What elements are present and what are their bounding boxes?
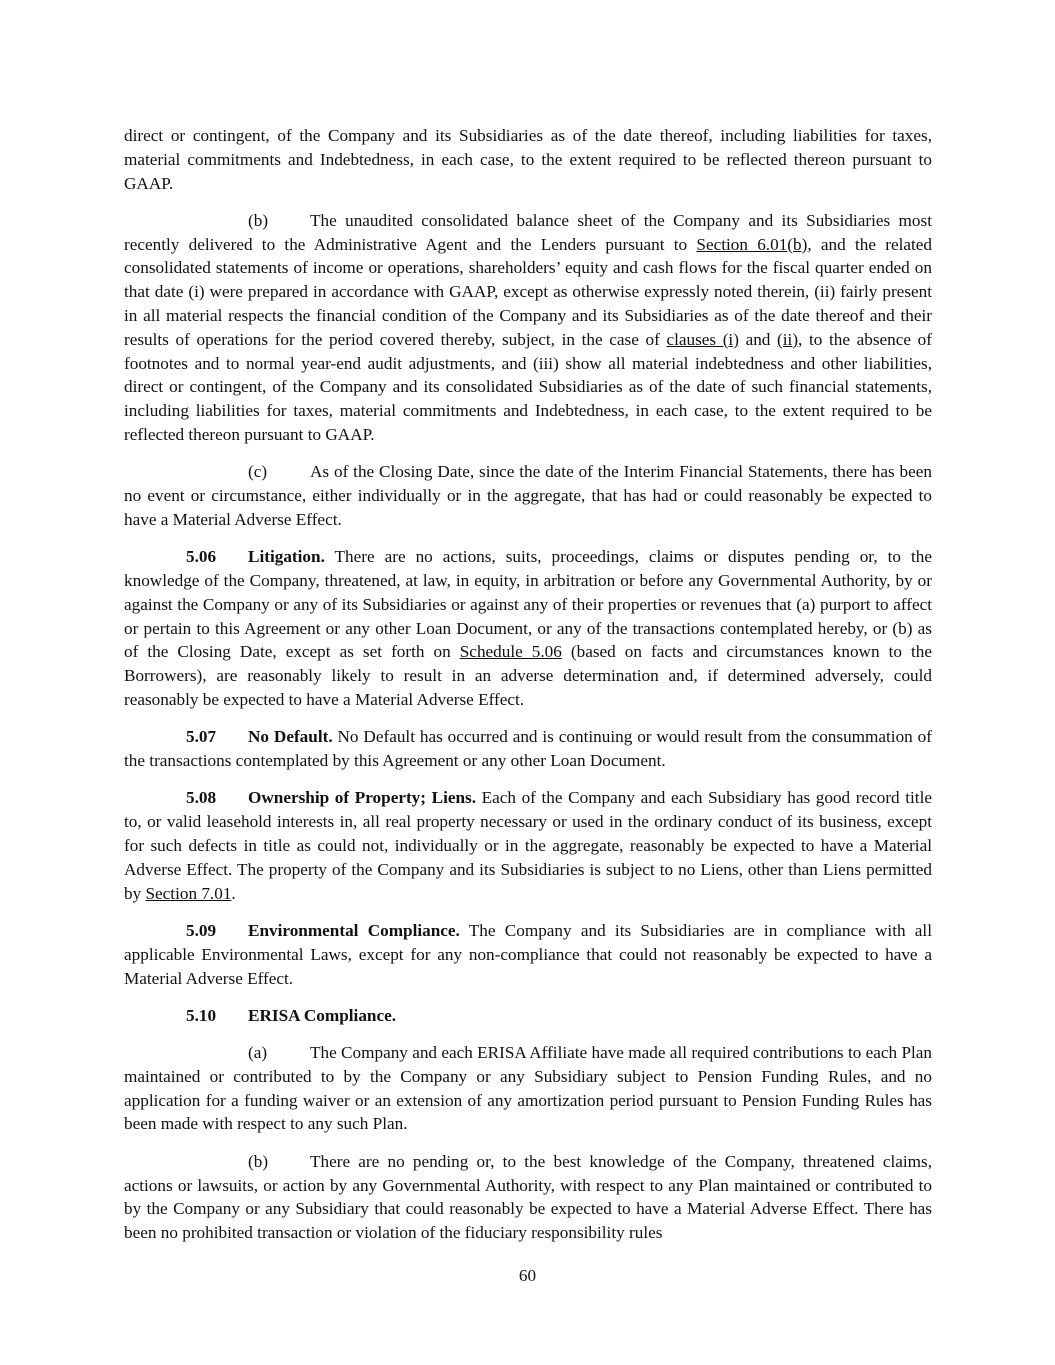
section-5-10-heading <box>124 1004 932 1028</box>
paragraph-text: (based on facts and circumstances known to the Borrowers), are reasonably likely to result in an adverse determination and, if determined adversely, could reasonably be expected to have a Material Adverse Effect. <box>124 642 932 710</box>
paragraph-text: The Company and each ERISA Affiliate have made all required contributions to each Plan maintained or contributed to by the Company or any Subsidiary subject to Pension Funding Rules, and no application for a funding waiver or an extension of any amortization period pursuant to Pension Funding Rules has been made with respect to any such Plan. <box>124 1043 932 1134</box>
paragraph-text: , and the related consolidated statements of income or operations, shareholders’ equity and cash flows for the fiscal quarter ended on that date (i) were prepared in accordance with GAAP, except as otherwise expressly noted therein, (ii) fairly present in all material respects the financial condition of the Company and its Subsidiaries as of the date thereof and their results of operations for the period covered thereby, subject, in the case of <box>124 234 932 349</box>
paragraph-text: No Default has occurred and is continuing or would result from the consummation of the transactions contemplated by this Agreement or any other Loan Document. <box>124 727 932 771</box>
section-5-09 <box>124 919 932 990</box>
page-number: 60 <box>518 1266 537 1285</box>
paragraph-text: As of the Closing Date, since the date of the Interim Financial Statements, there has been no event or circumstance, either individually or in the aggregate, that has had or could reasonably be expected to have a Material Adverse Effect. <box>124 462 932 529</box>
section-number: 5.06 <box>186 547 217 567</box>
section-5-08 <box>124 786 932 905</box>
document-body <box>124 124 932 1258</box>
clause-label: (b) <box>248 210 269 230</box>
paragraph-5-05-c <box>124 460 932 531</box>
section-title: Ownership of Property; Liens. <box>248 788 477 808</box>
section-number: 5.09 <box>186 920 217 940</box>
section-reference: Section 7.01 <box>145 883 232 903</box>
paragraph-text: The Company and its Subsidiaries are in compliance with all applicable Environmental Laws, except for any non-compliance that could not reasonably be expected to have a Material Adverse Effect. <box>124 920 932 988</box>
paragraph-text: . <box>231 883 236 903</box>
section-5-06 <box>124 545 932 712</box>
section-number: 5.10 <box>186 1005 217 1025</box>
paragraph-5-10-a <box>124 1041 932 1136</box>
section-number: 5.08 <box>186 788 217 808</box>
section-title: ERISA Compliance. <box>248 1005 397 1025</box>
clause-reference: (ii) <box>777 329 799 349</box>
paragraph-text: The unaudited consolidated balance sheet of the Company and its Subsidiaries most recently delivered to the Administrative Agent and the Lenders pursuant to <box>124 210 932 254</box>
section-reference: Section 6.01(b) <box>696 234 808 254</box>
paragraph-continuation: direct or contingent, of the Company and its Subsidiaries as of the date thereof, including liabilities for taxes, material commitments and Indebtedness, in each case, to the extent required to be reflected thereon pursuant to GAAP. <box>124 126 932 193</box>
section-title: Litigation. <box>248 547 325 567</box>
paragraph-text: There are no actions, suits, proceedings, claims or disputes pending or, to the knowledge of the Company, threatened, at law, in equity, in arbitration or before any Governmental Authority, by or against the Company or any of its Subsidiaries or against any of their properties or revenues that (a) purport to affect or pertain to this Agreement or any other Loan Document, or any of the transactions contemplated hereby, or (b) as of the Closing Date, except as set forth on <box>124 547 932 662</box>
paragraph-text: Each of the Company and each Subsidiary has good record title to, or valid leasehold interests in, all real property necessary or used in the ordinary conduct of its business, except for such defects in title as could not, individually or in the aggregate, reasonably be expected to have a Material Adverse Effect. The property of the Company and its Subsidiaries is subject to no Liens, other than Liens permitted by <box>124 788 932 903</box>
paragraph-text: and <box>738 329 778 349</box>
clause-label: (b) <box>248 1151 269 1171</box>
section-title: No Default. <box>248 727 333 747</box>
section-5-07 <box>124 725 932 773</box>
section-number: 5.07 <box>186 727 217 747</box>
clause-reference: clauses (i) <box>666 329 739 349</box>
paragraph-text: There are no pending or, to the best knowledge of the Company, threatened claims, actions or lawsuits, or action by any Governmental Authority, with respect to any Plan maintained or contributed to by the Company or any Subsidiary that could reasonably be expected to have a Material Adverse Effect. There has been no prohibited transaction or violation of the fiduciary responsibility rules <box>124 1151 932 1243</box>
clause-label: (a) <box>248 1043 268 1063</box>
paragraph-5-10-b <box>124 1150 932 1245</box>
clause-label: (c) <box>248 462 268 482</box>
section-title: Environmental Compliance. <box>248 920 460 940</box>
paragraph-5-05-b <box>124 209 932 447</box>
paragraph-text: , to the absence of footnotes and to normal year-end audit adjustments, and (iii) show all material indebtedness and other liabilities, direct or contingent, of the Company and its consolidated Subsidiaries as of the date of such financial statements, including liabilities for taxes, material commitments and Indebtedness, in each case, to the extent required to be reflected thereon pursuant to GAAP. <box>124 329 932 445</box>
schedule-reference: Schedule 5.06 <box>459 642 562 662</box>
